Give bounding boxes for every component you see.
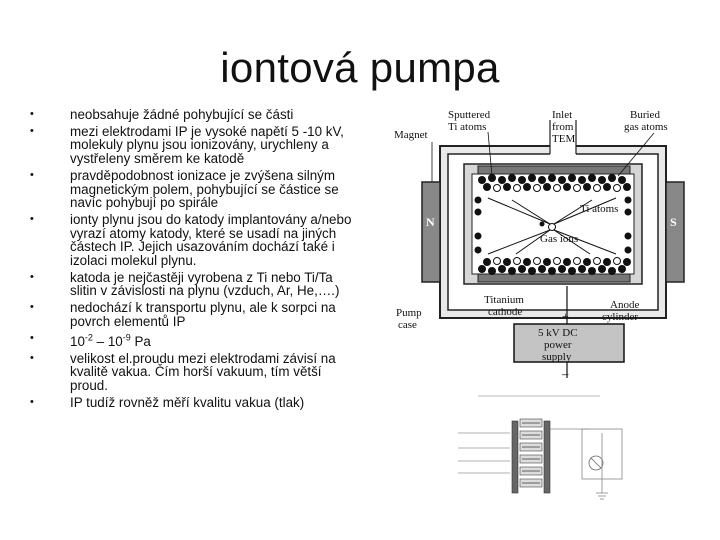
bullet-text: katoda je nejčastěji vyrobena z Ti nebo Ti/Ta slitin v závislosti na plynu (vzduch, Ar, He,….) (70, 269, 340, 299)
bullet-text: mezi elektrodami IP je vysoké napětí 5 -10 kV, molekuly plynu jsou ionizovány, urychleny a vystřeleny směrem ke katodě (70, 123, 344, 167)
gas-atoms-label: gas atoms (624, 121, 668, 133)
magnet-label: Magnet (394, 129, 428, 141)
minus-label: – (562, 366, 569, 381)
bullet-dot: • (30, 301, 34, 314)
cathode-label: cathode (488, 306, 523, 318)
bullet-text: IP tudíž rovněž měří kvalitu vakua (tlak) (70, 394, 305, 410)
pressure-range: $10^{-2} - 10^{-9}$ Pa (70, 332, 151, 350)
ion-pump-schematic (450, 393, 650, 518)
bullet-text: pravděpodobnost ionizace je zvýšena silným magnetickým polem, pohybující se částice se navíc pohybují po spirále (70, 167, 339, 211)
bullet-dot: • (30, 124, 34, 137)
cathode-top (478, 166, 630, 174)
sputtered-label: Sputtered (448, 109, 491, 121)
list-item (24, 332, 354, 349)
plus-label: + (562, 309, 569, 323)
titanium-label: Titanium (484, 294, 524, 306)
n-pole-label: N (426, 215, 435, 229)
magnet-s (666, 182, 684, 282)
list-item (24, 108, 354, 122)
cathode-bottom (478, 274, 630, 282)
inlet-label: Inlet (552, 109, 573, 121)
bullet-list (24, 108, 354, 413)
bullet-dot: • (30, 108, 34, 120)
page-title: iontová pumpa (220, 44, 500, 91)
kv-label: 5 kV DC (538, 327, 578, 339)
list-item (24, 271, 354, 298)
pump-label: Pump (396, 307, 422, 319)
supply-label: supply (542, 351, 572, 363)
bullet-dot: • (30, 331, 34, 344)
bullet-dot: • (30, 395, 34, 408)
buried-label: Buried (630, 109, 660, 121)
magnet-n (422, 182, 440, 282)
list-item (24, 213, 354, 268)
ti-atoms-label: Ti atoms (580, 203, 619, 215)
list-item (24, 125, 354, 166)
cylinder-label: cylinder (602, 311, 639, 323)
list-item (24, 352, 354, 393)
list-item (24, 301, 354, 328)
bullet-text: velikost el.proudu mezi elektrodami závisí na kvalitě vakua. Čím horší vakuum, tím větší proud. (70, 350, 336, 394)
bullet-text: nedochází k transportu plynu, ale k sorpci na povrch elementů IP (70, 300, 336, 329)
anode-label: Anode (610, 299, 640, 311)
tem-label: TEM (552, 133, 576, 145)
s-pole-label: S (670, 215, 677, 229)
bullet-dot: • (30, 212, 34, 225)
list-item (24, 169, 354, 210)
bullet-dot: • (30, 270, 34, 283)
gas-ions-label: Gas ions (540, 233, 579, 245)
ti-atoms-top-label: Ti atoms (448, 121, 487, 133)
bullet-text: neobsahuje žádné pohybující se části (70, 107, 294, 122)
case-label: case (398, 319, 417, 331)
list-item (24, 396, 354, 410)
power-label: power (544, 339, 572, 351)
bullet-text: ionty plynu jsou do katody implantovány a/nebo vyrazí atomy katody, které se usadí na jiných částech IP. Jejich usazováním dochází také i izolaci molekul plynu. (70, 211, 352, 269)
bullet-dot: • (30, 351, 34, 364)
from-label: from (552, 121, 574, 133)
ion-pump-diagram (392, 108, 710, 383)
bullet-dot: • (30, 168, 34, 181)
